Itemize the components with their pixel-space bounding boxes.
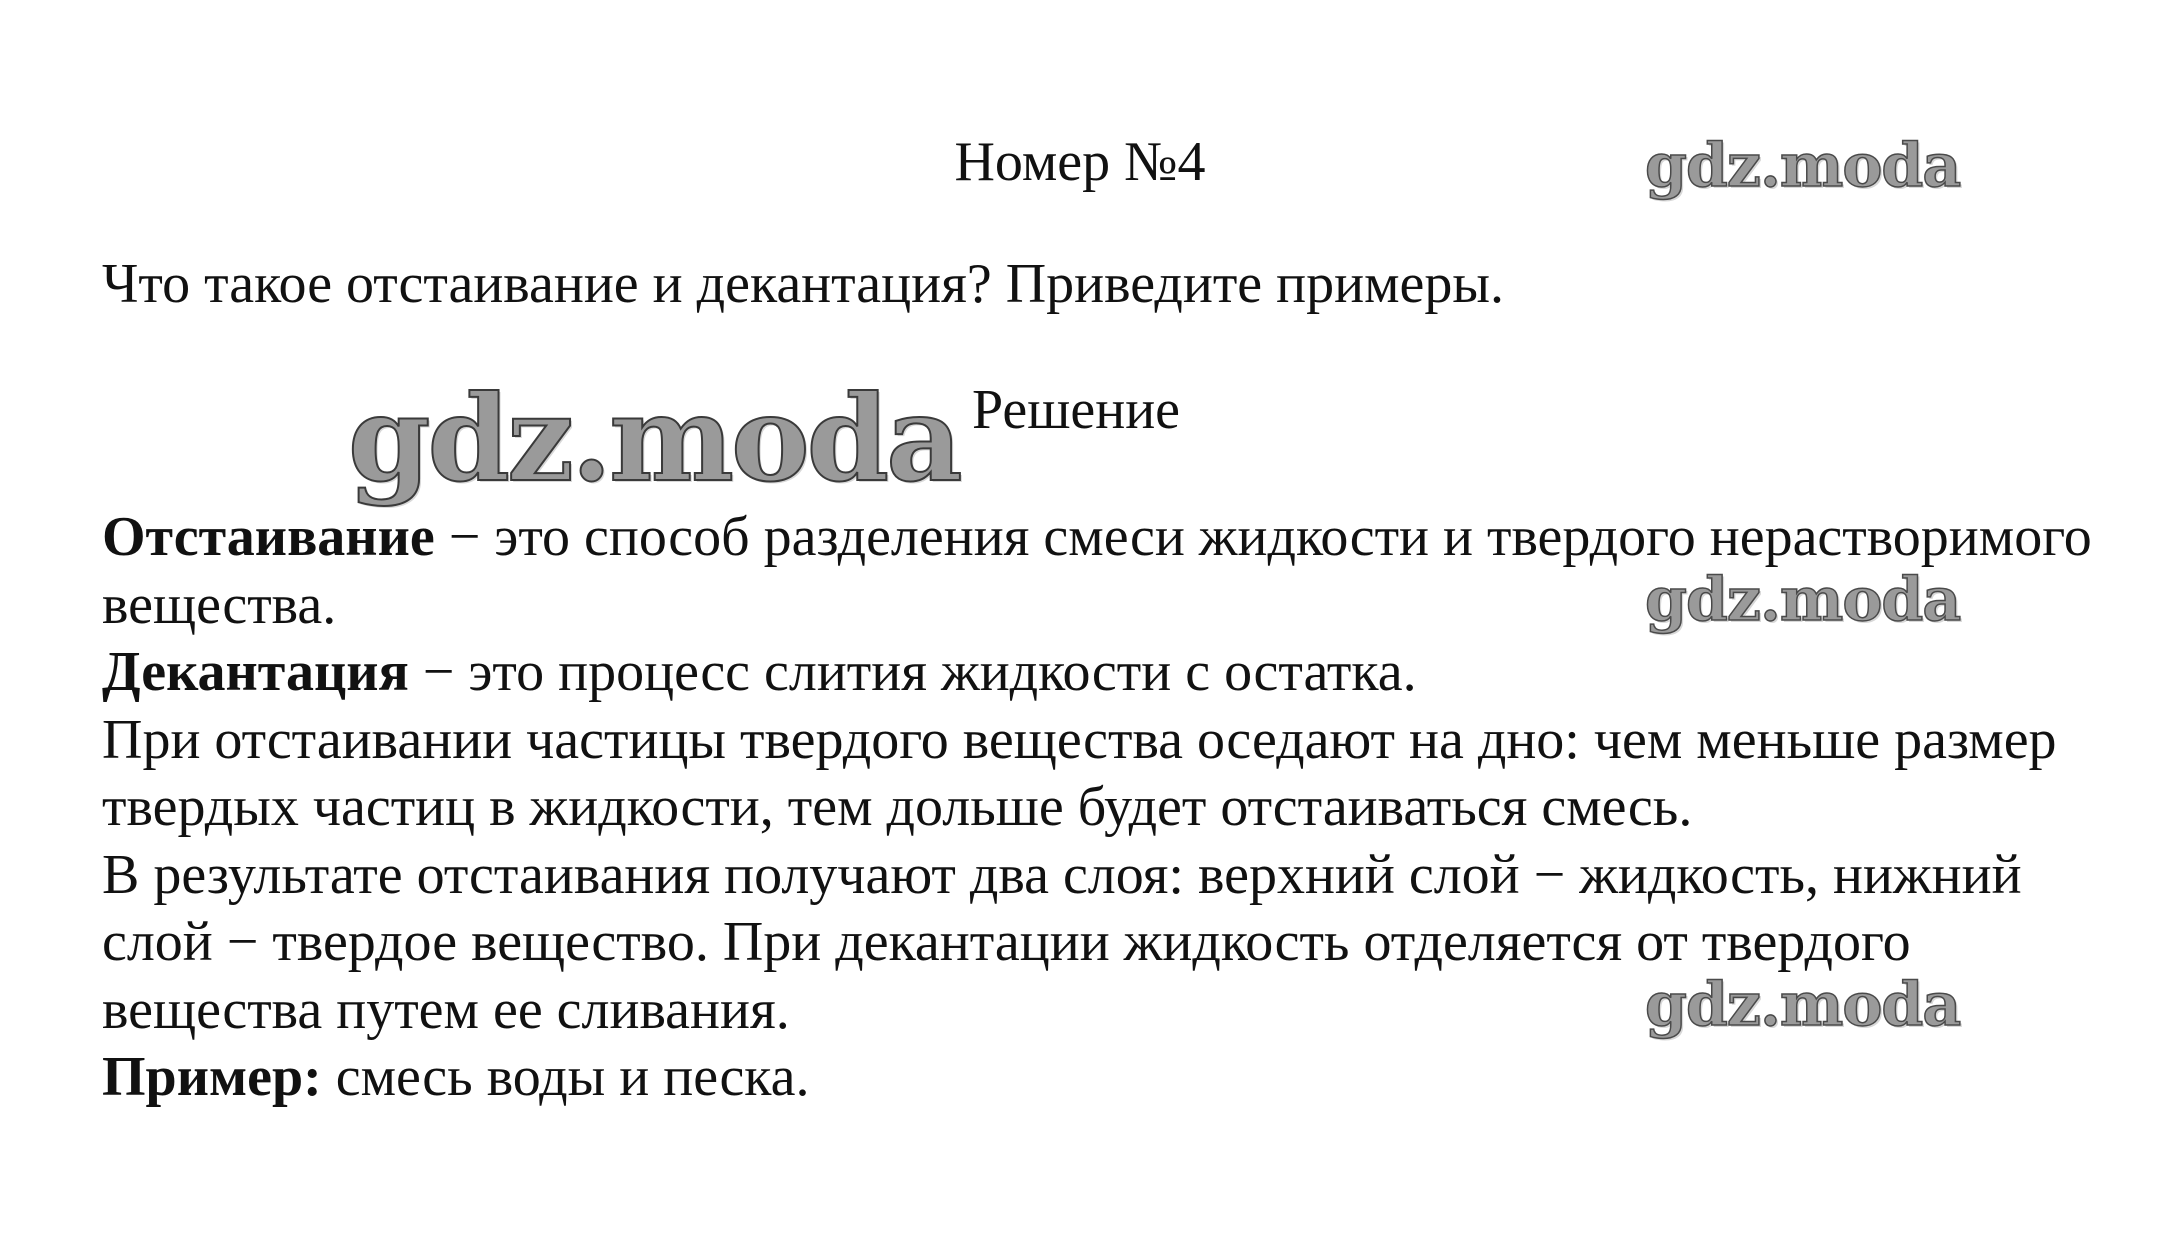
example-text: смесь воды и песка. <box>321 1046 810 1108</box>
explanation-paragraph-1: При отстаивании частицы твердого вещества оседают на дно: чем меньше размер твердых частиц в жидкости, тем дольше будет отстаиваться смесь. <box>102 708 2057 838</box>
problem-number-heading: Номер №4 <box>954 131 1206 193</box>
solution-label: Решение <box>972 379 1181 441</box>
question-text: Что такое отстаивание и декантация? Приведите примеры. <box>102 253 1504 315</box>
decantation-term: Декантация <box>102 641 409 703</box>
watermark-logo: gdz.moda <box>1645 565 1961 635</box>
decantation-definition-text: − это процесс слития жидкости с остатка. <box>408 641 1417 703</box>
decantation-definition <box>102 639 2102 707</box>
settling-definition-text: − это способ разделения смеси жидкости и твердого нерастворимого вещества. <box>102 506 2092 636</box>
watermark-logo-large: gdz.moda <box>348 369 960 508</box>
example-term: Пример: <box>102 1046 322 1108</box>
watermark-logo: gdz.moda <box>1645 131 1961 201</box>
example-line <box>102 1044 2102 1112</box>
watermark-logo: gdz.moda <box>1645 970 1961 1040</box>
explanation-paragraph-2: В результате отстаивания получают два слоя: верхний слой − жидкость, нижний слой − твердое вещество. При декантации жидкость отделяется от твердого вещества путем ее сливания. <box>102 843 2022 1041</box>
settling-term: Отстаивание <box>102 506 435 568</box>
